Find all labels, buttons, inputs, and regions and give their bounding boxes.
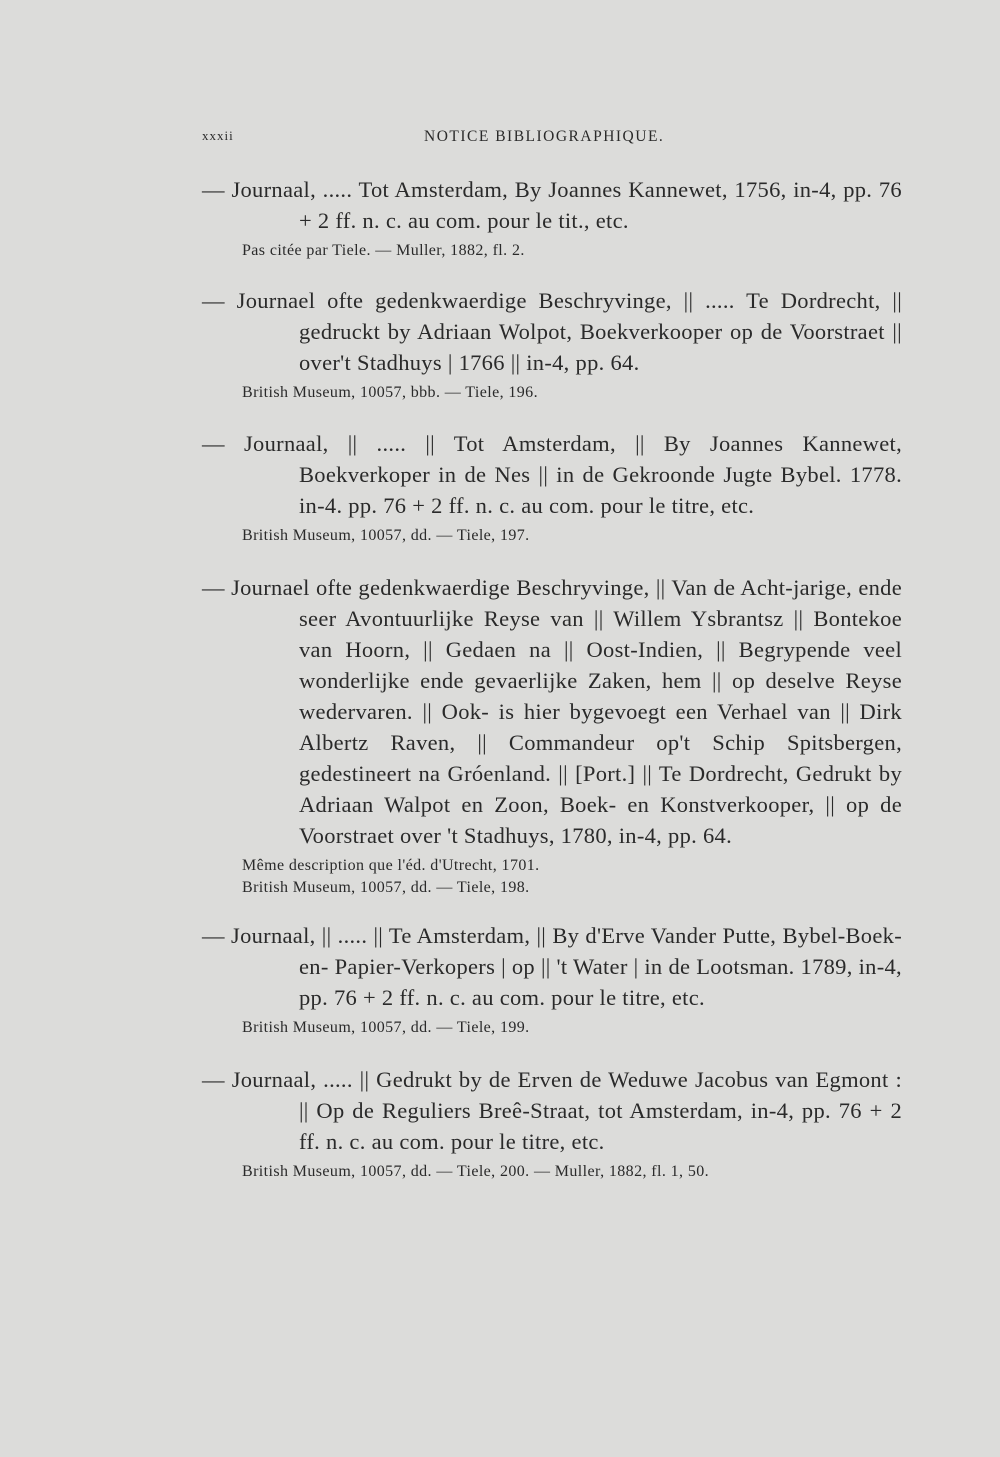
page-header — [202, 128, 722, 154]
entry-text: — Journael ofte gedenkwaerdige Beschryvinge, || ..... Te Dordrecht, || gedruckt by Adriaan Wolpot, Boekverkooper op de Voorstraet || over't Stadhuys | 1766 || in-4, pp. 64. — [202, 288, 902, 375]
entry-text: — Journaal, || ..... || Te Amsterdam, || By d'Erve Vander Putte, Bybel-Boek- en- Papier-Verkopers | op || 't Water | in de Lootsman. 1789, in-4, pp. 76 + 2 ff. n. c. au com. pour le titre, etc. — [202, 923, 902, 1010]
entry-note — [242, 525, 902, 547]
entry-text: — Journaal, ..... Tot Amsterdam, By Joannes Kannewet, 1756, in-4, pp. 76 + 2 ff. n. c. au com. pour le tit., etc. — [202, 177, 902, 233]
running-title: NOTICE BIBLIOGRAPHIQUE. — [424, 128, 665, 145]
entry-text: — Journaal, || ..... || Tot Amsterdam, || By Joannes Kannewet, Boekverkoper in de Nes || in de Gekroonde Jugte Bybel. 1778. in-4. pp. 76 + 2 ff. n. c. au com. pour le titre, etc. — [202, 431, 902, 518]
entry-note — [242, 1161, 902, 1183]
bibliography-entry — [202, 572, 902, 899]
entry-note — [242, 855, 902, 899]
note-line: British Museum, 10057, dd. — Tiele, 198. — [242, 879, 530, 896]
note-line: Même description que l'éd. d'Utrecht, 1701. — [242, 857, 540, 874]
entry-note — [242, 1017, 902, 1039]
note-line: Pas citée par Tiele. — Muller, 1882, fl. 2. — [242, 242, 525, 259]
note-line: British Museum, 10057, dd. — Tiele, 199. — [242, 1019, 530, 1036]
entry-text: — Journael ofte gedenkwaerdige Beschryvinge, || Van de Acht-jarige, ende seer Avontuurlijke Reyse van || Willem Ysbrantsz || Bontekoe van Hoorn, || Gedaen na || Oost-Indien, || Begrypende veel wonderlijke ende gevaerlijke Zaken, hem || op deselve Reyse wedervaren. || Ook- is hier bygevoegt een Verhael van || Dirk Albertz Raven, || Commandeur op't Schip Spitsbergen, gedestineert na Gróenland. || [Port.] || Te Dordrecht, Gedrukt by Adriaan Walpot en Zoon, Boek- en Konstverkooper, || op de Voorstraet over 't Stadhuys, 1780, in-4, pp. 64. — [202, 575, 902, 848]
entry-note — [242, 240, 902, 262]
note-line: British Museum, 10057, dd. — Tiele, 197. — [242, 527, 530, 544]
bibliography-entry — [202, 920, 902, 1039]
page-number: xxxii — [202, 128, 234, 143]
note-line: British Museum, 10057, bbb. — Tiele, 196. — [242, 384, 538, 401]
entry-text: — Journaal, ..... || Gedrukt by de Erven de Weduwe Jacobus van Egmont : || Op de Reguliers Breê-Straat, tot Amsterdam, in-4, pp. 76 + 2 ff. n. c. au com. pour le titre, etc. — [202, 1067, 902, 1154]
note-line: British Museum, 10057, dd. — Tiele, 200. — Muller, 1882, fl. 1, 50. — [242, 1163, 710, 1180]
bibliography-entry — [202, 174, 902, 262]
bibliography-entry — [202, 285, 902, 404]
bibliography-entry — [202, 1064, 902, 1183]
entry-note — [242, 382, 902, 404]
bibliography-entry — [202, 428, 902, 547]
